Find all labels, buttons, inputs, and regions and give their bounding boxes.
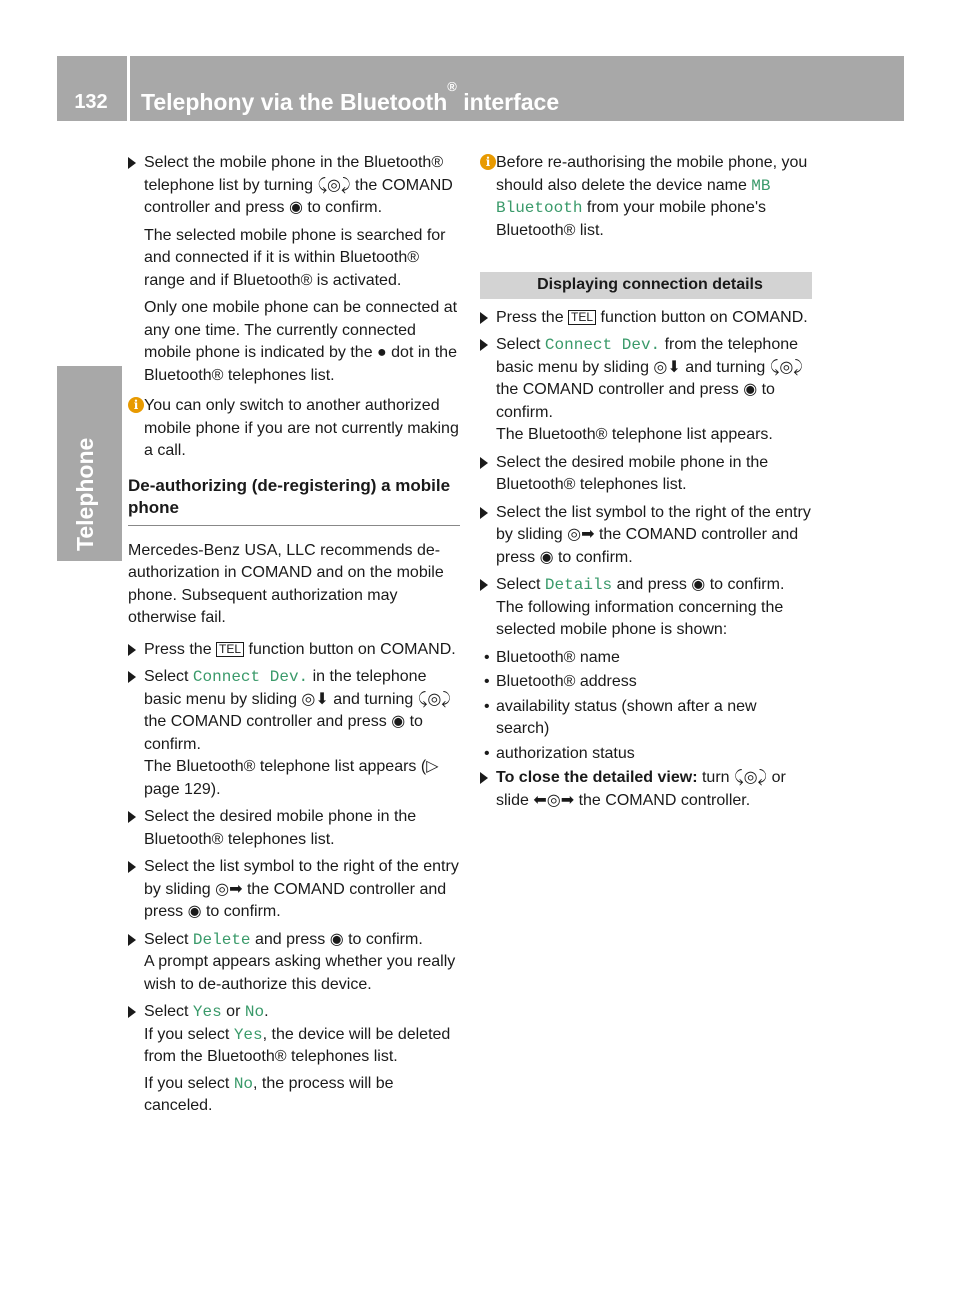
intro-paragraph: Mercedes-Benz USA, LLC recommends de-authorization in COMAND and on the mobile phone. Subsequent authorization may otherwise fail. — [128, 541, 444, 626]
menu-item-no: No — [244, 1003, 265, 1021]
section-subheading: Displaying connection details — [480, 272, 812, 299]
step-close-view: To close the detailed view: turn ⤹◎⤸ or slide ⬅◎➡ the COMAND controller. — [480, 767, 812, 812]
step-press-tel: Press the TEL function button on COMAND. — [480, 307, 812, 330]
info-note: i You can only switch to another authorized mobile phone if you are not currently making a call. — [128, 395, 460, 463]
list-item: • authorization status — [480, 743, 812, 766]
tel-button-icon: TEL — [216, 642, 244, 657]
right-column — [480, 152, 812, 817]
menu-item-yes: Yes — [192, 1003, 222, 1021]
list-item: • Bluetooth® address — [480, 671, 812, 694]
step-arrow-icon — [480, 772, 488, 784]
step-details: Select Details and press ◉ to confirm. The following information concerning the selected mobile phone is shown: — [480, 574, 812, 642]
step-arrow-icon — [128, 644, 136, 656]
menu-item-delete: Delete — [192, 930, 251, 949]
section-heading: De-authorizing (de-registering) a mobile phone — [128, 475, 460, 526]
list-item: • availability status (shown after a new search) — [480, 696, 812, 741]
step-arrow-icon — [128, 861, 136, 873]
list-item: • Bluetooth® name — [480, 647, 812, 670]
step-connect-dev: Select Connect Dev. from the telephone basic menu by sliding ◎⬇ and turning ⤹◎⤸ the COMAND controller and press ◉ to confirm. The Bluetooth® telephone list appears. — [480, 334, 812, 447]
step-select-desired: Select the desired mobile phone in the Bluetooth® telephones list. — [128, 806, 460, 851]
menu-item-details: Details — [544, 576, 613, 594]
step-arrow-icon — [128, 671, 136, 683]
step-arrow-icon — [480, 339, 488, 351]
step-yes-no: Select Yes or No. If you select Yes, the device will be deleted from the Bluetooth® telephones list. If you select No, the process will be canceled. — [128, 1001, 460, 1118]
tel-button-icon: TEL — [568, 310, 596, 325]
page-header — [57, 56, 904, 121]
step-delete: Select Delete and press ◉ to confirm. A prompt appears asking whether you really wish to de-authorize this device. — [128, 929, 460, 997]
menu-item-connect-dev: Connect Dev. — [544, 336, 661, 354]
step-select-desired: Select the desired mobile phone in the Bluetooth® telephones list. — [480, 452, 812, 497]
step-arrow-icon — [128, 1006, 136, 1018]
info-icon: i — [128, 397, 144, 413]
left-column — [128, 152, 460, 1123]
step-list-symbol: Select the list symbol to the right of the entry by sliding ◎➡ the COMAND controller and press ◉ to confirm. — [128, 856, 460, 924]
step-press-tel: Press the TEL function button on COMAND. — [128, 639, 460, 662]
step-select-phone: Select the mobile phone in the Bluetooth® telephone list by turning ⤹◎⤸ the COMAND controller and press ◉ to confirm. — [128, 152, 460, 220]
device-name-code: MB Bluetooth — [496, 176, 771, 217]
info-icon: i — [480, 154, 496, 170]
page-number: 132 — [74, 91, 108, 113]
step-list-symbol: Select the list symbol to the right of the entry by sliding ◎➡ the COMAND controller and press ◉ to confirm. — [480, 502, 812, 570]
info-note: i Before re-authorising the mobile phone, you should also delete the device name MB Bluetooth from your mobile phone's Bluetooth® list. — [480, 152, 812, 242]
step-arrow-icon — [128, 157, 136, 169]
step-connect-dev: Select Connect Dev. in the telephone basic menu by sliding ◎⬇ and turning ⤹◎⤸ the COMAND controller and press ◉ to confirm. The Bluetooth® telephone list appears (▷ page 129). — [128, 666, 460, 801]
step-arrow-icon — [480, 507, 488, 519]
menu-item-no: No — [233, 1074, 254, 1093]
menu-item-connect-dev: Connect Dev. — [192, 668, 309, 686]
section-tab-label: Telephone — [72, 437, 98, 551]
step-arrow-icon — [480, 457, 488, 469]
step-arrow-icon — [128, 811, 136, 823]
step-note: Only one mobile phone can be connected at any one time. The currently connected mobile phone is indicated by the ● dot in the Bluetooth® telephones list. — [144, 299, 458, 384]
header-separator — [127, 56, 130, 121]
section-tab — [57, 366, 122, 561]
step-arrow-icon — [480, 579, 488, 591]
step-arrow-icon — [128, 934, 136, 946]
page-title: Telephony via the Bluetooth® interface — [141, 79, 560, 115]
menu-item-yes: Yes — [233, 1025, 263, 1044]
step-note: The selected mobile phone is searched for and connected if it is within Bluetooth® range and if Bluetooth® is activated. — [144, 226, 446, 289]
step-arrow-icon — [480, 312, 488, 324]
